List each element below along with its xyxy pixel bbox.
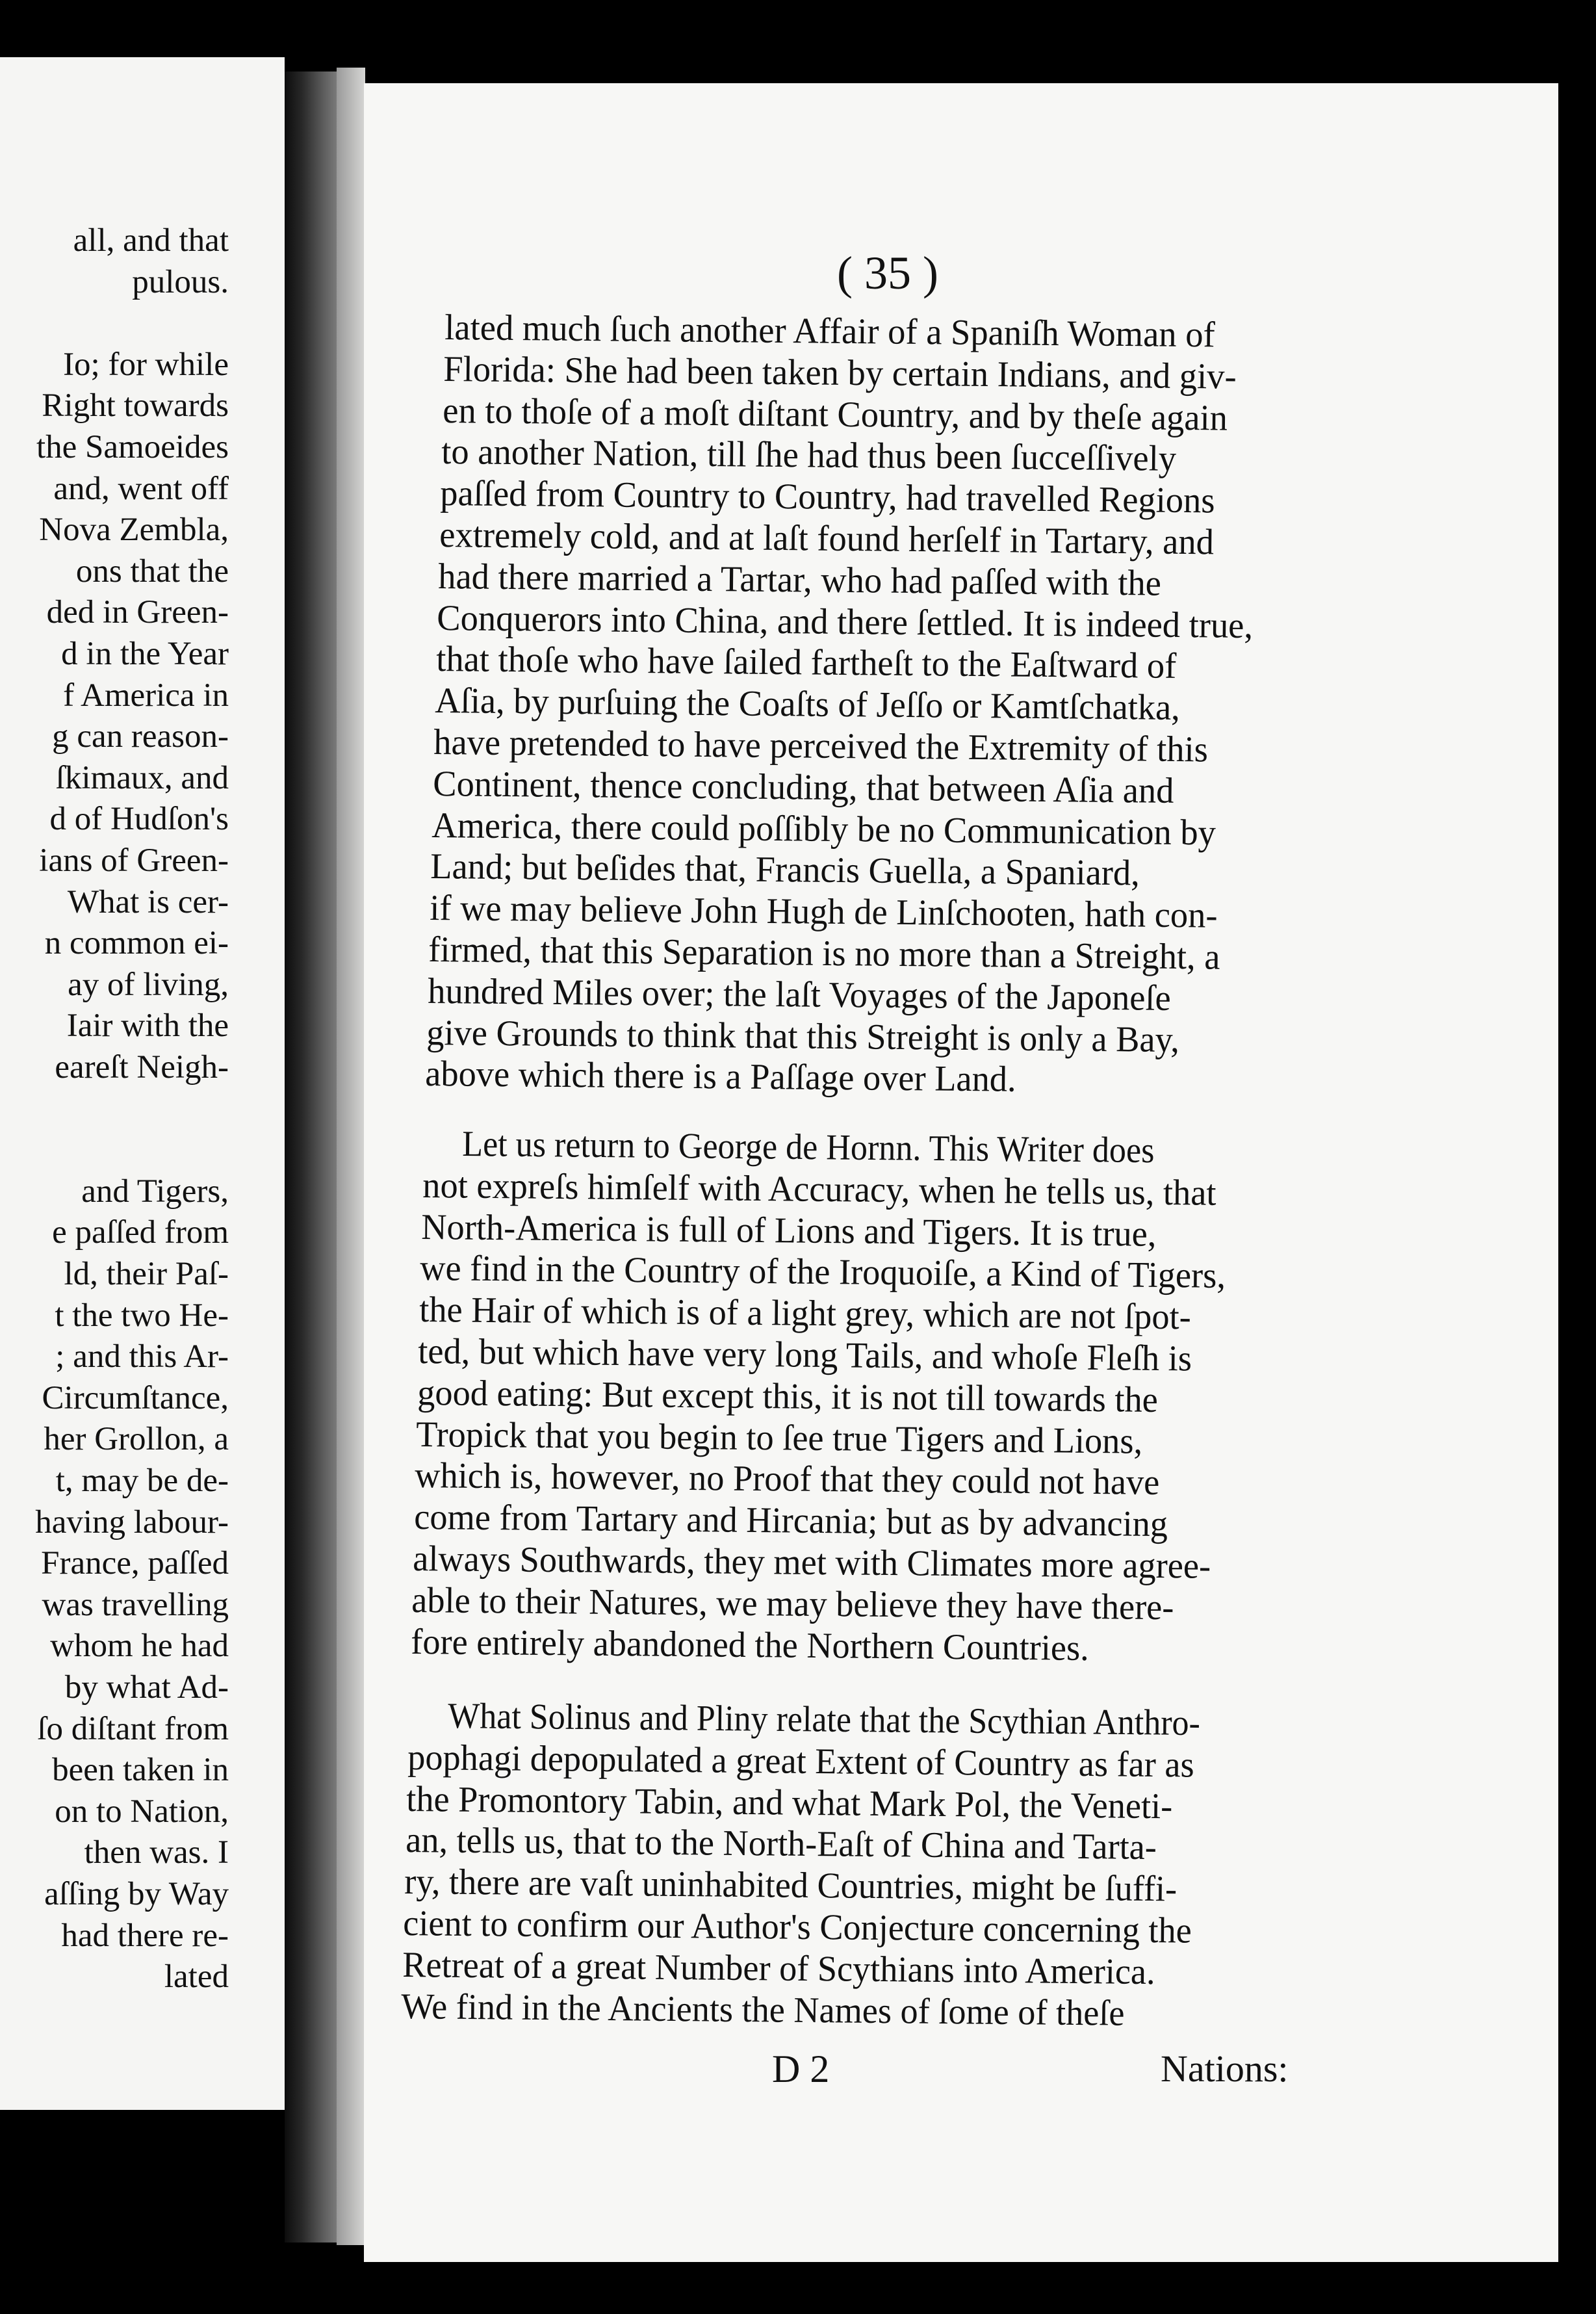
text-line: come from Tartary and Hircania; but as by advancing bbox=[413, 1497, 1168, 1545]
left-page-line: whom he had bbox=[50, 1628, 229, 1665]
text-line: Let us return to George de Hornn. This Writer does bbox=[462, 1124, 1155, 1171]
text-line: What Solinus and Pliny relate that the Scythian Anthro- bbox=[447, 1696, 1200, 1744]
left-page-line: and, went off bbox=[53, 470, 229, 507]
book-gutter bbox=[285, 72, 337, 2242]
text-line: en to thoſe of a moſt diſtant Country, and by theſe again bbox=[442, 390, 1228, 439]
text-line: good eating: But except this, it is not till towards the bbox=[417, 1372, 1158, 1420]
left-page-line: and Tigers, bbox=[81, 1173, 229, 1210]
text-line: Retreat of a great Number of Scythians into America. bbox=[402, 1944, 1155, 1992]
left-page-line: ſo diſtant from bbox=[37, 1710, 229, 1747]
text-line: if we may believe John Hugh de Linſchooten, hath con- bbox=[429, 888, 1218, 936]
left-page-line: d in the Year bbox=[61, 636, 229, 672]
text-line: Land; but beſides that, Francis Guella, a Spaniard, bbox=[430, 846, 1140, 894]
text-line: not expreſs himſelf with Accuracy, when he tells us, that bbox=[422, 1165, 1216, 1214]
left-page-line: e paſſed from bbox=[52, 1214, 229, 1251]
page-number: ( 35 ) bbox=[837, 247, 938, 299]
left-page-line: France, paſſed bbox=[41, 1545, 229, 1582]
left-page-line: Iair with the bbox=[66, 1008, 229, 1045]
left-page-line: n common ei- bbox=[44, 925, 229, 962]
text-line: pophagi depopulated a great Extent of Country as far as bbox=[407, 1737, 1194, 1786]
text-line: extremely cold, and at laſt found herſelf in Tartary, and bbox=[439, 515, 1214, 563]
text-line: cient to confirm our Author's Conjecture concerning the bbox=[403, 1903, 1192, 1951]
left-page-line: ld, their Paſ- bbox=[64, 1256, 229, 1292]
text-line: Continent, thence concluding, that between Aſia and bbox=[432, 763, 1174, 811]
left-page-line: aſſing by Way bbox=[44, 1876, 229, 1912]
text-line: Tropick that you begin to ſee true Tigers and Lions, bbox=[415, 1414, 1143, 1462]
text-line: have pretended to have perceived the Extremity of this bbox=[433, 722, 1209, 770]
left-page-line: d of Hudſon's bbox=[49, 801, 229, 838]
text-line: always Southwards, they met with Climates more agree- bbox=[412, 1539, 1211, 1587]
left-page-line: was travelling bbox=[42, 1586, 229, 1623]
left-page-line: then was. I bbox=[84, 1834, 229, 1871]
left-page-line: the Samoeides bbox=[36, 429, 229, 465]
text-line: an, tells us, that to the North-Eaſt of China and Tarta- bbox=[405, 1820, 1157, 1868]
left-page-line: What is cer- bbox=[67, 883, 229, 920]
left-page-line: on to Nation, bbox=[55, 1793, 229, 1830]
left-page-line: pulous. bbox=[132, 263, 229, 300]
left-page-line: lated bbox=[164, 1958, 229, 1996]
text-line: fore entirely abandoned the Northern Countries. bbox=[410, 1621, 1089, 1669]
text-line: Conquerors into China, and there ſettled. It is indeed true, bbox=[437, 597, 1254, 646]
left-page-line: ; and this Ar- bbox=[55, 1338, 229, 1375]
left-page-line: ians of Green- bbox=[39, 842, 229, 879]
text-line: Florida: She had been taken by certain Indians, and giv- bbox=[443, 348, 1237, 397]
text-line: which is, however, no Proof that they could not have bbox=[415, 1455, 1160, 1503]
left-page-line: ay of living, bbox=[68, 966, 229, 1003]
left-page-line: f America in bbox=[63, 677, 229, 714]
text-line: the Hair of which is of a light grey, which are not ſpot- bbox=[418, 1290, 1191, 1338]
text-line: ted, but which have very long Tails, and whoſe Fleſh is bbox=[418, 1331, 1192, 1379]
left-page-line: eareſt Neigh- bbox=[55, 1049, 229, 1086]
text-line: lated much ſuch another Affair of a Spaniſh Woman of bbox=[444, 307, 1215, 356]
left-page-line: ded in Green- bbox=[46, 594, 229, 631]
left-page-line: been taken in bbox=[52, 1752, 229, 1789]
left-page-line: t, may be de- bbox=[55, 1462, 229, 1499]
facing-page-left bbox=[0, 57, 285, 2110]
text-line: We find in the Ancients the Names of ſome of theſe bbox=[401, 1986, 1125, 2034]
page-edge bbox=[337, 68, 365, 2245]
text-line: had there married a Tartar, who had paſſed with the bbox=[438, 556, 1162, 604]
left-page-line: by what Ad- bbox=[64, 1669, 229, 1706]
left-page-line: Circumſtance, bbox=[42, 1379, 229, 1416]
text-line: give Grounds to think that this Streight is only a Bay, bbox=[426, 1012, 1180, 1060]
text-line: to another Nation, till ſhe had thus been ſucceſſively bbox=[441, 432, 1177, 480]
text-line: Aſia, by purſuing the Coaſts of Jeſſo or Kamtſchatka, bbox=[435, 681, 1181, 729]
text-line: above which there is a Paſſage over Land. bbox=[425, 1054, 1017, 1100]
text-line: ry, there are vaſt uninhabited Countries, might be ſuffi- bbox=[404, 1862, 1178, 1910]
text-line: hundred Miles over; the laſt Voyages of the Japoneſe bbox=[427, 970, 1171, 1019]
left-page-line: g can reason- bbox=[52, 718, 229, 755]
left-page-line: ſkimaux, and bbox=[55, 759, 229, 796]
text-line: that thoſe who have ſailed fartheſt to the Eaſtward of bbox=[435, 639, 1177, 687]
text-line: firmed, that this Separation is no more than a Streight, a bbox=[428, 930, 1220, 978]
text-line: America, there could poſſibly be no Communication by bbox=[431, 805, 1216, 853]
left-page-line: Right towards bbox=[42, 387, 229, 424]
signature-mark: D 2 bbox=[772, 2048, 830, 2090]
text-line: North-America is full of Lions and Tigers. It is true, bbox=[421, 1206, 1157, 1254]
text-line: able to their Natures, we may believe they have there- bbox=[411, 1580, 1174, 1628]
left-page-line: t the two He- bbox=[55, 1297, 229, 1334]
left-page-line: her Grollon, a bbox=[44, 1421, 229, 1458]
text-line: we find in the Country of the Iroquoiſe, a Kind of Tigers, bbox=[420, 1248, 1226, 1297]
left-page-line: Io; for while bbox=[63, 346, 229, 383]
left-page-line: Nova Zembla, bbox=[39, 512, 229, 549]
catchword: Nations: bbox=[1161, 2048, 1289, 2090]
left-page-line: ons that the bbox=[75, 552, 229, 590]
text-line: the Promontory Tabin, and what Mark Pol, the Veneti- bbox=[406, 1778, 1173, 1826]
left-page-line: having labour- bbox=[35, 1503, 229, 1540]
left-page-line: all, and that bbox=[73, 222, 229, 259]
text-line: paſſed from Country to Country, had travelled Regions bbox=[440, 473, 1216, 521]
left-page-line: had there re- bbox=[61, 1917, 229, 1954]
